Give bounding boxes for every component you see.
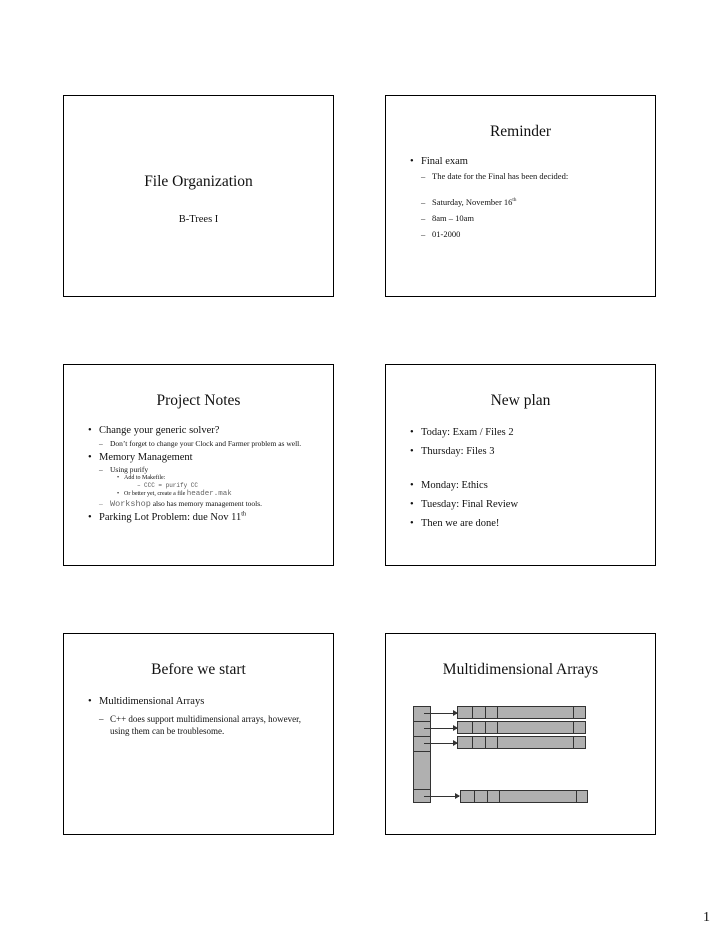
bullet: • Multidimensional Arrays	[86, 696, 303, 708]
slide-file-organization	[63, 95, 334, 297]
bullet-final-exam: • Final exam	[408, 156, 645, 168]
pointer-arrow	[424, 713, 457, 714]
sub-bullet: – Don’t forget to change your Clock and Farmer problem as well.	[99, 439, 302, 448]
sub-bullet: – C++ does support multidimensional arrays, however, using them can be troublesome.	[99, 714, 302, 736]
plan-item: • Monday: Ethics	[408, 480, 645, 492]
bullet: • Parking Lot Problem: due Nov 11th	[86, 512, 319, 524]
slide-title: Multidimensional Arrays	[442, 661, 599, 678]
plan-item: • Thursday: Files 3	[408, 446, 645, 458]
array-row	[457, 706, 586, 719]
array-row	[457, 721, 586, 734]
array-row	[457, 736, 586, 749]
pointer-arrow	[424, 743, 457, 744]
slide-before-we-start	[63, 633, 334, 835]
slide-subtitle: B-Trees I	[178, 214, 219, 225]
pointer-arrow	[424, 728, 457, 729]
slide-title: File Organization	[144, 173, 253, 190]
sub-bullet: – Workshop also has memory management tools.	[99, 499, 263, 509]
pointer-cell-divider	[413, 721, 431, 722]
slide-title: Before we start	[151, 661, 246, 678]
plan-item: • Tuesday: Final Review	[408, 499, 645, 511]
pointer-cell-divider	[413, 751, 431, 752]
array-row	[460, 790, 588, 803]
slide-new-plan	[385, 364, 656, 566]
sub-bullet: – Saturday, November 16th	[421, 197, 517, 207]
sub-bullet: – The date for the Final has been decided:	[421, 171, 569, 181]
pointer-arrow	[424, 796, 459, 797]
plan-item: • Then we are done!	[408, 518, 645, 530]
page-number: 1	[703, 910, 710, 925]
slide-title: New plan	[490, 392, 551, 409]
pointer-cell-divider	[413, 736, 431, 737]
sub-sub-bullet: • Add to Makefile:	[86, 474, 319, 482]
bullet: • Memory Management	[86, 452, 319, 464]
sub-bullet: – 01-2000	[421, 229, 461, 239]
code-line: – CCC = purify CC	[137, 482, 199, 489]
slide-multidimensional-arrays	[385, 633, 656, 835]
slide-title: Project Notes	[156, 392, 241, 409]
slide-reminder	[385, 95, 656, 297]
plan-item: • Today: Exam / Files 2	[408, 427, 645, 439]
pointer-cell-divider	[413, 789, 431, 790]
sub-sub-bullet: • Or better yet, create a file header.mak	[86, 490, 319, 498]
slide-title: Reminder	[489, 123, 552, 140]
slide-project-notes	[63, 364, 334, 566]
sub-bullet: – 8am – 10am	[421, 213, 475, 223]
sub-bullet: – Using purify	[99, 465, 149, 474]
bullet: • Change your generic solver?	[86, 425, 319, 437]
